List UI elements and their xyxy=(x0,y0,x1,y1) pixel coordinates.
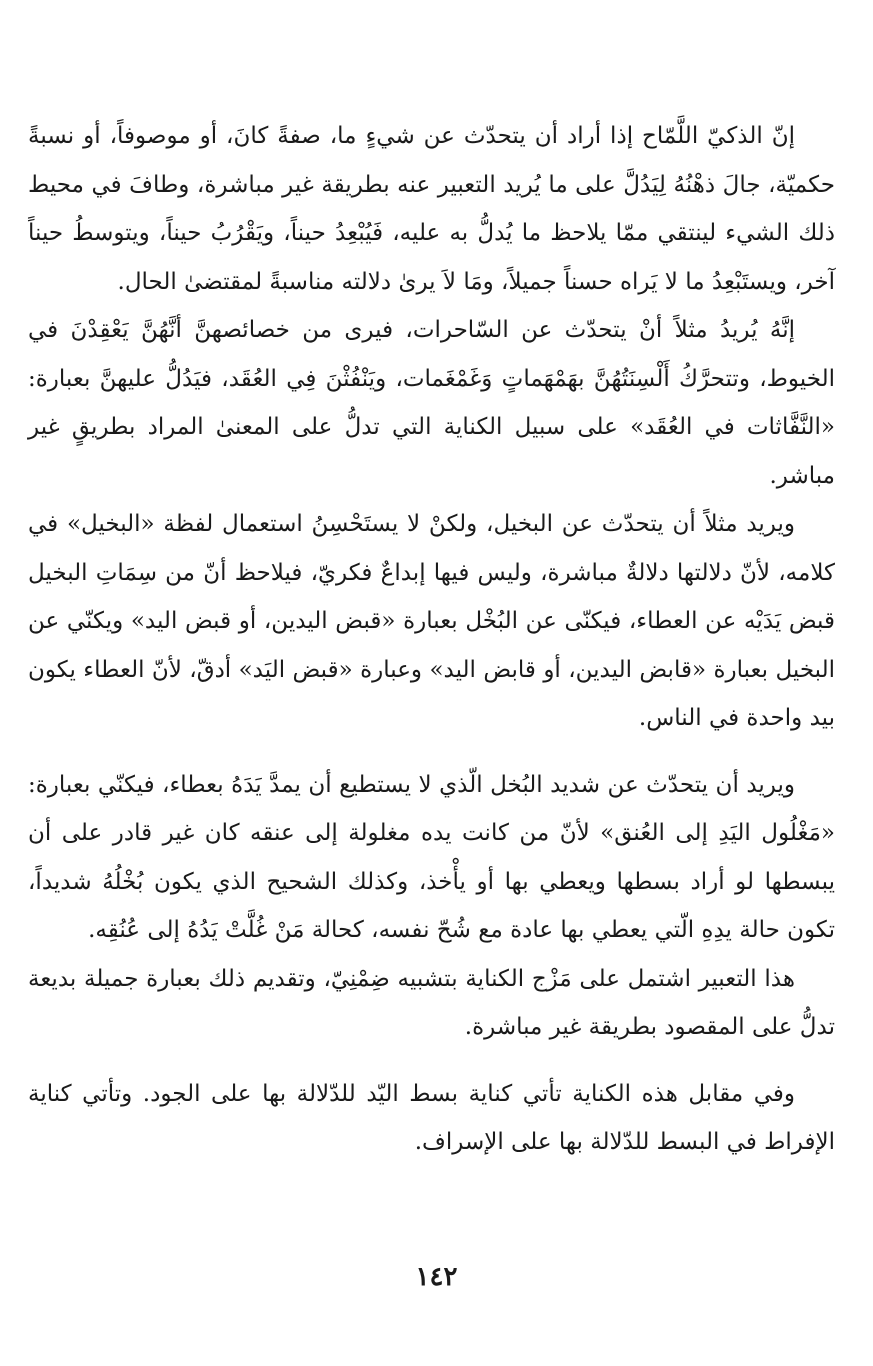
page-number: ١٤٢ xyxy=(415,1262,458,1292)
paragraph-expression-analysis: هذا التعبير اشتمل على مَزْج الكناية بتشبيه ضِمْنِيّ، وتقديم ذلك بعبارة جميلة بديعة تدلُّ على المقصود بطريقة غير مباشرة. xyxy=(28,965,835,1040)
paragraph-miser: ويريد مثلاً أن يتحدّث عن البخيل، ولكنْ لا يستَحْسِنُ استعمال لفظة «البخيل» في كلامه، لأنّ دلالتها دلالةٌ مباشرة، وليس فيها إبداعٌ فكريّ، فيلاحظ أنّ من سِمَاتِ البخيل قبض يَدَيْه عن العطاء، فيكنّى عن البُخْل بعبارة «قبض اليدين، أو قبض اليد» ويكنّي عن البخيل بعبارة «قابض اليدين، أو قابض اليد» وعبارة «قبض اليَد» أدقّ، لأنّ العطاء يكون بيد واحدة في الناس. xyxy=(28,511,836,731)
page-body-text xyxy=(28,112,835,1167)
paragraph-clever-speaker: إنّ الذكيّ اللَّمّاح إذا أراد أن يتحدّث عن شيءٍ ما، صفةً كانَ، أو موصوفاً، أو نسبةً حكميّة، جالَ ذهْنُهُ لِيَدُلَّ على ما يُريد التعبير عنه بطريقة غير مباشرة، وطافَ في محيط ذلك الشيء لينتقي ممّا يلاحظ ما يُدلُّ به عليه، فَيُبْعِدُ حيناً، ويَقْرُبُ حيناً، ويتوسطُ حيناً آخر، ويستَبْعِدُ ما لا يَراه حسناً جميلاً، ومَا لاَ يرىٰ دلالته مناسبةً لمقتضىٰ الحال. xyxy=(28,123,835,295)
paragraph-generosity: وفي مقابل هذه الكناية تأتي كناية بسط اليّد للدّلالة بها على الجود. وتأتي كناية الإفراط في البسط للدّلالة بها على الإسراف. xyxy=(28,1080,835,1155)
paragraph-extreme-miser: ويريد أن يتحدّث عن شديد البُخل الّذي لا يستطيع أن يمدَّ يَدَهُ بعطاء، فيكنّي بعبارة: «مَغْلُول اليَدِ إلى العُنق» لأنّ من كانت يده مغلولة إلى عنقه كان غير قادر على أن يبسطها لو أراد بسطها ويعطي بها أو يأْخذ، وكذلك الشحيح الذي يكون بُخْلُهُ شديداً، تكون حالة يدِهِ الّتي يعطي بها عادة مع شُحّ نفسه، كحالة مَنْ غُلَّتْ يَدُهُ إلى عُنُقِه. xyxy=(28,771,835,943)
paragraph-sorceresses: إنَّهُ يُريدُ مثلاً أنْ يتحدّث عن السّاحرات، فيرى من خصائصهنَّ أنَّهُنَّ يَعْقِدْنَ في الخيوط، وتتحرَّكُ أَلْسِنَتُهُنَّ بهَمْهَماتٍ وَغَمْغَمات، ويَنْفُثْنَ فِي العُقَد، فيَدُلُّ عليهنَّ بعبارة: «النَّفَّاثات في العُقَد» على سبيل الكناية التي تدلُّ على المعنىٰ المراد بطريقٍ غير مباشر. xyxy=(28,317,835,489)
